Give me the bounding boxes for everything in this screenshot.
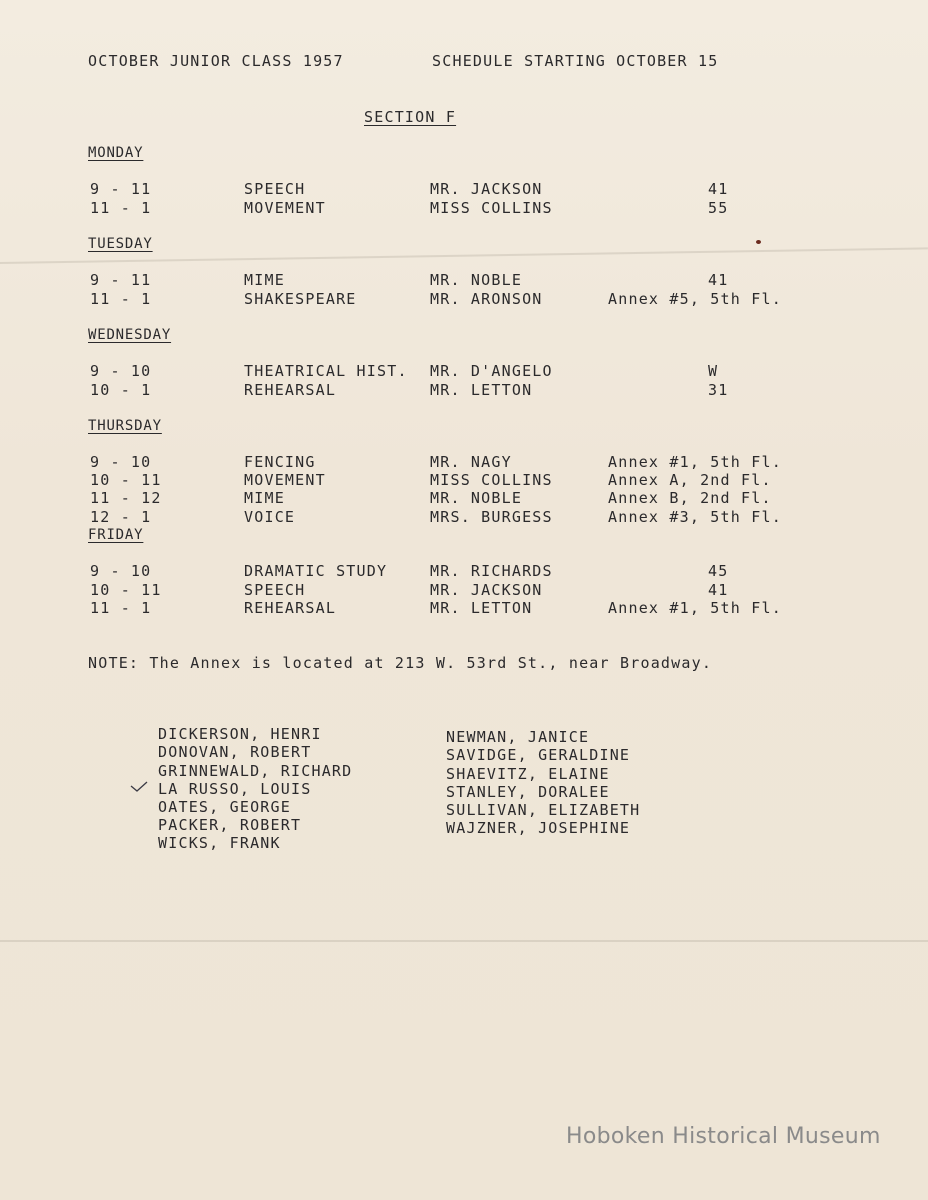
instructor-cell: MR. D'ANGELO (430, 362, 553, 380)
section-title: SECTION F (364, 108, 457, 126)
student-name: LA RUSSO, LOUIS (158, 780, 312, 798)
time-cell: 11 - 1 (90, 199, 152, 217)
student-name: SAVIDGE, GERALDINE (446, 746, 631, 764)
checkmark-icon (130, 780, 148, 794)
student-name: OATES, GEORGE (158, 798, 291, 816)
room-cell: W (708, 362, 719, 380)
instructor-cell: MR. NAGY (430, 453, 512, 471)
student-name: SULLIVAN, ELIZABETH (446, 801, 641, 819)
room-cell: 31 (708, 381, 729, 399)
student-name: WICKS, FRANK (158, 834, 281, 852)
student-name: NEWMAN, JANICE (446, 728, 590, 746)
subject-cell: VOICE (244, 508, 296, 526)
time-cell: 10 - 11 (90, 581, 162, 599)
room-cell: 41 (708, 581, 729, 599)
time-cell: 11 - 1 (90, 290, 152, 308)
subject-cell: MOVEMENT (244, 199, 326, 217)
day-heading-monday: MONDAY (88, 145, 144, 161)
student-name: STANLEY, DORALEE (446, 783, 610, 801)
student-name: SHAEVITZ, ELAINE (446, 765, 610, 783)
student-name: GRINNEWALD, RICHARD (158, 762, 353, 780)
room-cell: Annex #3, 5th Fl. (608, 508, 782, 526)
student-name: DICKERSON, HENRI (158, 725, 322, 743)
time-cell: 10 - 11 (90, 471, 162, 489)
time-cell: 9 - 10 (90, 562, 152, 580)
room-cell: Annex #1, 5th Fl. (608, 599, 782, 617)
subject-cell: REHEARSAL (244, 381, 337, 399)
subject-cell: DRAMATIC STUDY (244, 562, 388, 580)
subject-cell: SPEECH (244, 180, 306, 198)
subject-cell: MIME (244, 489, 285, 507)
subject-cell: MIME (244, 271, 285, 289)
room-cell: 55 (708, 199, 729, 217)
ink-speck (756, 240, 761, 244)
instructor-cell: MR. NOBLE (430, 271, 523, 289)
class-title: OCTOBER JUNIOR CLASS 1957 (88, 52, 344, 70)
instructor-cell: MR. RICHARDS (430, 562, 553, 580)
instructor-cell: MR. JACKSON (430, 180, 543, 198)
instructor-cell: MR. ARONSON (430, 290, 543, 308)
annex-note: NOTE: The Annex is located at 213 W. 53rd St., near Broadway. (88, 654, 713, 672)
student-name: DONOVAN, ROBERT (158, 743, 312, 761)
day-heading-wednesday: WEDNESDAY (88, 327, 172, 343)
subject-cell: MOVEMENT (244, 471, 326, 489)
museum-watermark: Hoboken Historical Museum (566, 1124, 881, 1149)
instructor-cell: MR. LETTON (430, 599, 533, 617)
day-heading-tuesday: TUESDAY (88, 236, 153, 252)
schedule-title: SCHEDULE STARTING OCTOBER 15 (432, 52, 719, 70)
subject-cell: FENCING (244, 453, 316, 471)
student-name: WAJZNER, JOSEPHINE (446, 819, 631, 837)
room-cell: 41 (708, 180, 729, 198)
room-cell: Annex #1, 5th Fl. (608, 453, 782, 471)
time-cell: 12 - 1 (90, 508, 152, 526)
time-cell: 9 - 11 (90, 271, 152, 289)
instructor-cell: MISS COLLINS (430, 199, 553, 217)
student-name: PACKER, ROBERT (158, 816, 302, 834)
subject-cell: SHAKESPEARE (244, 290, 357, 308)
instructor-cell: MR. JACKSON (430, 581, 543, 599)
instructor-cell: MRS. BURGESS (430, 508, 553, 526)
instructor-cell: MR. LETTON (430, 381, 533, 399)
room-cell: Annex A, 2nd Fl. (608, 471, 772, 489)
day-heading-friday: FRIDAY (88, 527, 144, 543)
time-cell: 9 - 10 (90, 362, 152, 380)
room-cell: 45 (708, 562, 729, 580)
time-cell: 11 - 12 (90, 489, 162, 507)
room-cell: 41 (708, 271, 729, 289)
subject-cell: REHEARSAL (244, 599, 337, 617)
instructor-cell: MR. NOBLE (430, 489, 523, 507)
paper-fold (0, 940, 928, 942)
time-cell: 9 - 10 (90, 453, 152, 471)
instructor-cell: MISS COLLINS (430, 471, 553, 489)
time-cell: 11 - 1 (90, 599, 152, 617)
subject-cell: THEATRICAL HIST. (244, 362, 408, 380)
room-cell: Annex #5, 5th Fl. (608, 290, 782, 308)
room-cell: Annex B, 2nd Fl. (608, 489, 772, 507)
time-cell: 10 - 1 (90, 381, 152, 399)
time-cell: 9 - 11 (90, 180, 152, 198)
day-heading-thursday: THURSDAY (88, 418, 162, 434)
subject-cell: SPEECH (244, 581, 306, 599)
